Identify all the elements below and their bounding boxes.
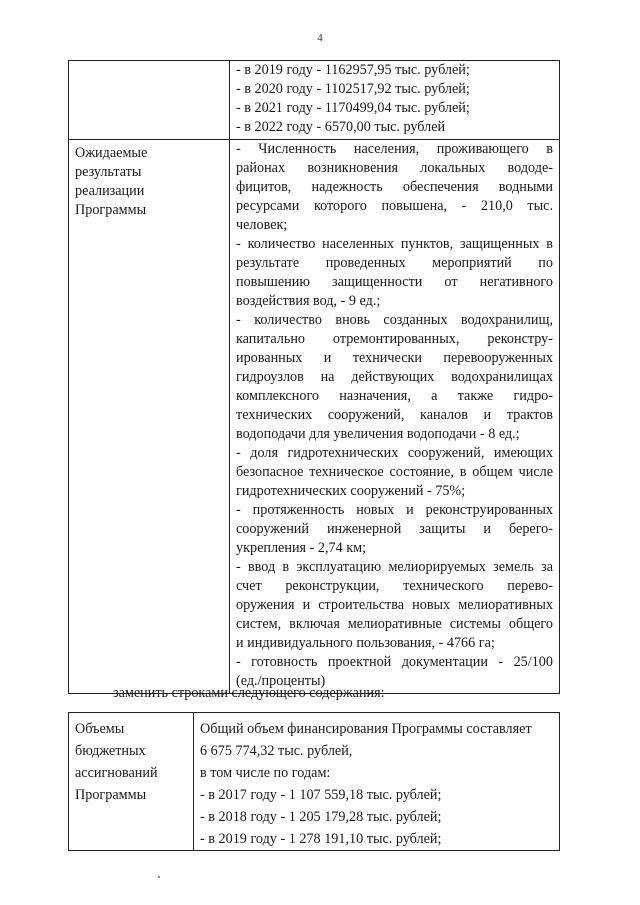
text-line: повышению защищенности от негативного bbox=[236, 274, 553, 290]
replacement-intro-text: заменить строками следующего содержания: bbox=[113, 685, 385, 701]
result-item bbox=[236, 235, 553, 311]
text-line: капитально отремонтированных, реконстру- bbox=[236, 331, 553, 347]
text-line: воздействия вод, - 9 ед.; bbox=[236, 293, 381, 309]
expected-results-cell bbox=[230, 140, 560, 694]
table-row bbox=[69, 140, 560, 694]
text-line: районах возникновения локальных вододе- bbox=[236, 160, 553, 176]
funding-line: - в 2021 году - 1170499,04 тыс. рублей; bbox=[236, 100, 470, 116]
text-line: - Численность населения, проживающего в bbox=[236, 141, 553, 157]
program-passport-table-new bbox=[68, 712, 560, 851]
text-line: - в 2018 году - 1 205 179,28 тыс. рублей; bbox=[200, 809, 442, 825]
table-row bbox=[69, 61, 560, 140]
text-line: человек; bbox=[236, 217, 288, 233]
text-line: - ввод в эксплуатацию мелиорируемых земель за bbox=[236, 559, 553, 575]
text-line: комплексного назначения, а также гидро- bbox=[236, 388, 553, 404]
text-line: оружения и строительства новых мелиоративных bbox=[236, 597, 553, 613]
result-item bbox=[236, 444, 553, 501]
funding-years-cell bbox=[230, 61, 560, 140]
result-item bbox=[236, 501, 553, 558]
label-line: Объемы bbox=[75, 721, 125, 737]
text-line: фицитов, надежность обеспечения водными bbox=[236, 179, 553, 195]
label-line: реализации bbox=[75, 183, 145, 199]
budget-label-cell bbox=[69, 713, 194, 851]
table-row bbox=[69, 713, 560, 851]
label-line: результаты bbox=[75, 164, 142, 180]
label-line: Программы bbox=[75, 202, 147, 218]
text-line: - доля гидротехнических сооружений, имеющих bbox=[236, 445, 553, 461]
text-line: в том числе по годам: bbox=[200, 765, 331, 781]
text-line: - готовность проектной документации - 25/100 bbox=[236, 654, 553, 670]
text-line: ированных и технически перевооруженных bbox=[236, 350, 553, 366]
text-line: систем, включая мелиоративные системы общего bbox=[236, 616, 553, 632]
text-line: результате проведенных мероприятий по bbox=[236, 255, 553, 271]
label-line: бюджетных bbox=[75, 743, 146, 759]
scan-speck bbox=[158, 876, 160, 878]
label-line: Программы bbox=[75, 787, 147, 803]
text-line: сооружений инженерной защиты и берего- bbox=[236, 521, 553, 537]
text-line: Общий объем финансирования Программы составляет bbox=[200, 721, 532, 737]
funding-line: - в 2022 году - 6570,00 тыс. рублей bbox=[236, 119, 446, 135]
text-line: водоподачи для увеличения водоподачи - 8 ед.; bbox=[236, 426, 520, 442]
text-line: - количество вновь созданных водохранилищ, bbox=[236, 312, 553, 328]
expected-results-label-cell bbox=[69, 140, 230, 694]
text-line: 6 675 774,32 тыс. рублей, bbox=[200, 743, 353, 759]
text-line: - в 2017 году - 1 107 559,18 тыс. рублей; bbox=[200, 787, 442, 803]
label-line: Ожидаемые bbox=[75, 145, 148, 161]
funding-line: - в 2019 году - 1162957,95 тыс. рублей; bbox=[236, 62, 470, 78]
program-passport-table-old bbox=[68, 60, 560, 694]
result-item bbox=[236, 311, 553, 444]
text-line: - протяженность новых и реконструированных bbox=[236, 502, 553, 518]
text-line: гидротехнических сооружений - 75%; bbox=[236, 483, 466, 499]
page-number: 4 bbox=[317, 32, 323, 44]
label-line: ассигнований bbox=[75, 765, 158, 781]
text-line: технических сооружений, каналов и трактов bbox=[236, 407, 553, 423]
text-line: - количество населенных пунктов, защищенных в bbox=[236, 236, 553, 252]
text-line: - в 2019 году - 1 278 191,10 тыс. рублей; bbox=[200, 831, 442, 847]
text-line: и индивидуального пользования, - 4766 га; bbox=[236, 635, 495, 651]
text-line: гидроузлов на действующих водохранилищах bbox=[236, 369, 553, 385]
budget-value-cell bbox=[194, 713, 560, 851]
text-line: укрепления - 2,74 км; bbox=[236, 540, 367, 556]
text-line: (ед./проценты) bbox=[236, 673, 326, 689]
text-line: безопасное техническое состояние, в общем числе bbox=[236, 464, 553, 480]
result-item bbox=[236, 140, 553, 235]
empty-label-cell bbox=[69, 61, 230, 140]
funding-line: - в 2020 году - 1102517,92 тыс. рублей; bbox=[236, 81, 470, 97]
result-item bbox=[236, 558, 553, 653]
text-line: счет реконструкции, технического перево- bbox=[236, 578, 553, 594]
text-line: ресурсами которого повышена, - 210,0 тыс. bbox=[236, 198, 553, 214]
